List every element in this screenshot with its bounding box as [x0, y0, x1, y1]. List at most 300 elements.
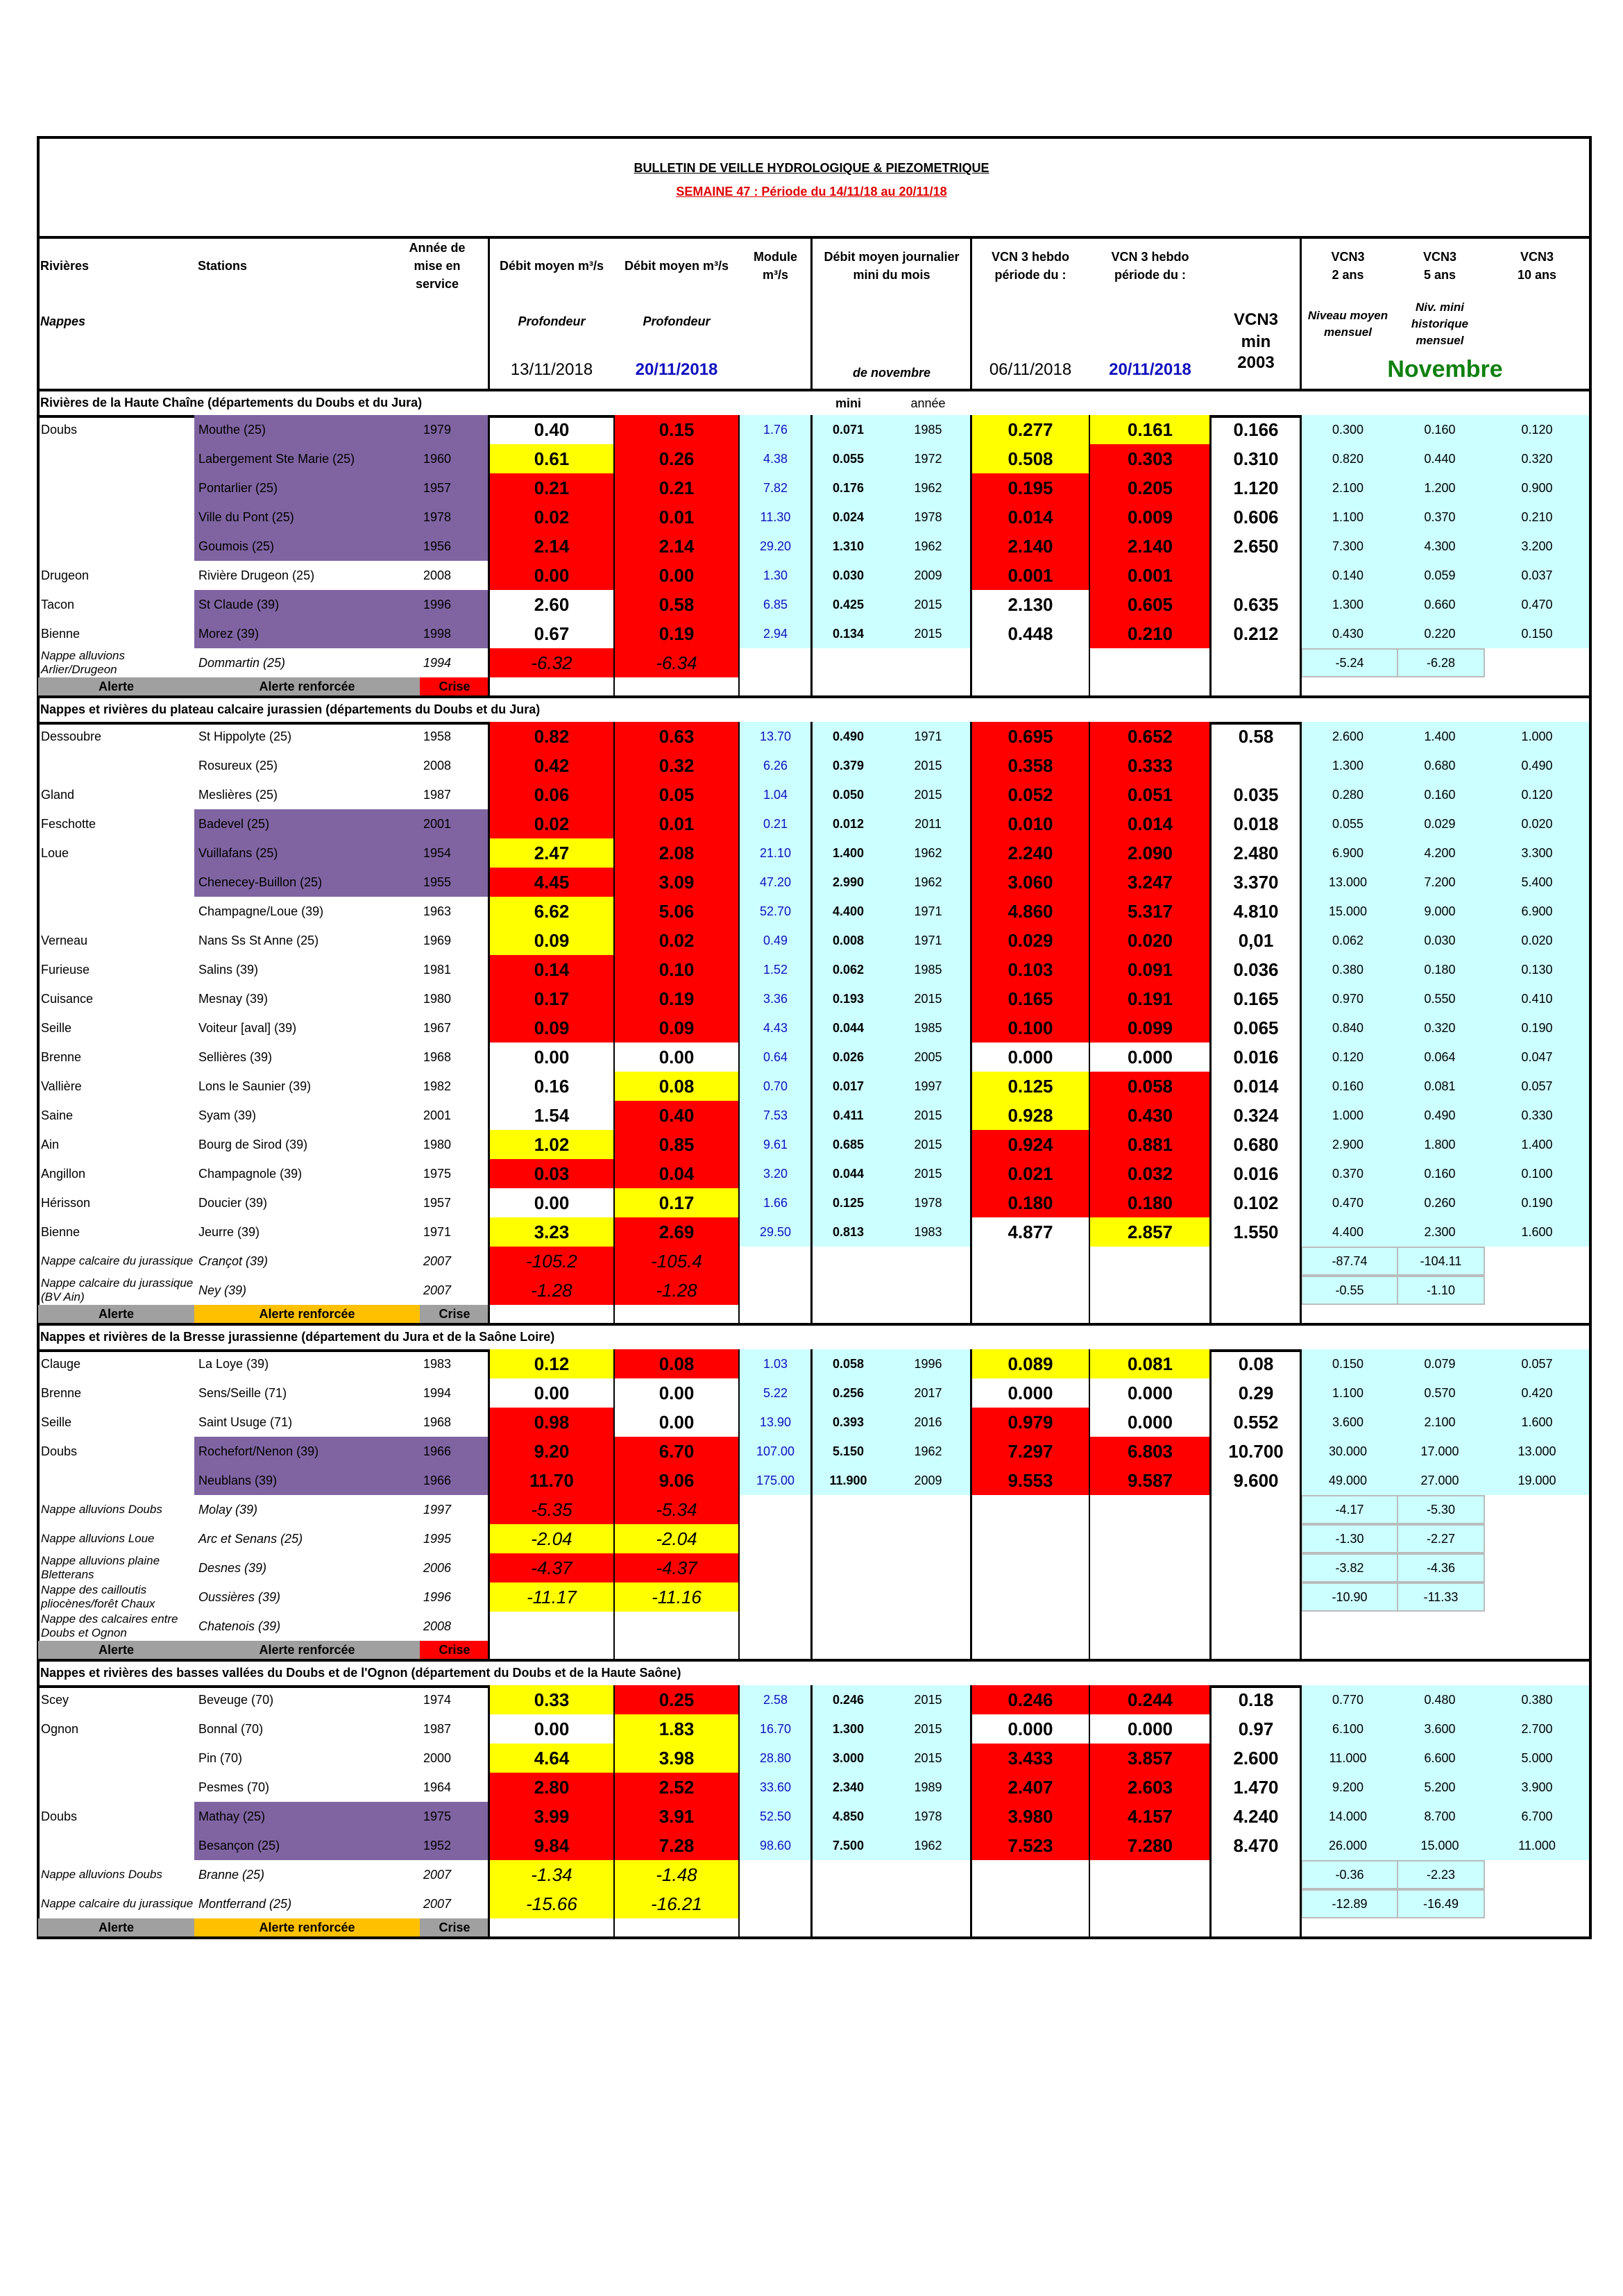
header-vcnmin-3: 2003 — [1237, 353, 1275, 372]
column-line — [1300, 1685, 1302, 1936]
river-name: Seille — [41, 1415, 72, 1429]
nappe-name: Nappe des calcaires entre Doubs et Ognon — [41, 1612, 178, 1639]
mini-value: 0.193 — [812, 984, 885, 1013]
vcn3-5ans: 6.600 — [1395, 1744, 1485, 1773]
vcn3-min-2003: 0.165 — [1233, 988, 1279, 1009]
service-year: 1998 — [423, 626, 452, 641]
vcn3-current: 0.430 — [1089, 1101, 1211, 1130]
debit-current: 0.58 — [614, 590, 739, 619]
service-year: 1996 — [423, 597, 452, 611]
vcn3-5ans: 15.000 — [1395, 1831, 1485, 1860]
station-name: Doucier (39) — [198, 1195, 268, 1210]
vcn3-10ans: 0.057 — [1485, 1349, 1589, 1378]
vcn3-previous: 0.180 — [971, 1188, 1089, 1217]
niveau-mini-historique: -16.49 — [1397, 1889, 1485, 1918]
service-year: 2008 — [423, 758, 452, 773]
header-vcn-a-1: VCN 3 hebdo — [991, 250, 1069, 264]
mini-year: 2015 — [885, 1685, 971, 1714]
section-title: Nappes et rivières des basses vallées du Doubs et de l'Ognon (département du Doubs et de la Haute Saône) — [40, 1666, 681, 1680]
vcn3-previous: 3.980 — [971, 1802, 1089, 1831]
legend-crise: Crise — [420, 1918, 489, 1936]
vcn3-5ans: 9.000 — [1395, 897, 1485, 926]
service-year: 2001 — [423, 1108, 452, 1122]
station-name: Mesnay (39) — [198, 991, 269, 1006]
vcn3-10ans: 5.400 — [1485, 868, 1589, 897]
column-line — [810, 415, 813, 695]
service-year: 1982 — [423, 1079, 452, 1093]
station-name: Lons le Saunier (39) — [198, 1079, 312, 1093]
niveau-mini-historique: -4.36 — [1397, 1553, 1485, 1582]
service-year: 1980 — [423, 1137, 452, 1151]
table-row — [38, 1685, 1589, 1714]
river-name: Bienne — [41, 1224, 80, 1239]
vcn3-current: 0.244 — [1089, 1685, 1211, 1714]
debit-previous: 0.42 — [489, 751, 614, 780]
service-year: 1974 — [423, 1692, 452, 1707]
debit-previous: 2.80 — [489, 1773, 614, 1802]
vcn3-5ans: 0.490 — [1395, 1101, 1485, 1130]
table-row — [38, 984, 1589, 1013]
column-line — [1209, 1685, 1212, 1936]
mini-year: 1971 — [885, 926, 971, 955]
debit-current: 2.69 — [614, 1217, 739, 1247]
nappe-row — [38, 1612, 1589, 1641]
debit-previous: 3.23 — [489, 1217, 614, 1247]
mini-value: 0.012 — [812, 809, 885, 838]
table-row — [38, 473, 1589, 503]
niveau-moyen-mensuel: -3.82 — [1301, 1553, 1398, 1582]
vcn3-5ans: 0.059 — [1395, 561, 1485, 590]
legend-crise: Crise — [420, 1641, 489, 1659]
table-row — [38, 1217, 1589, 1247]
vcn3-min-2003: 0.016 — [1233, 1163, 1279, 1184]
column-line — [1089, 415, 1090, 695]
header-divider — [38, 236, 1590, 239]
vcn3-current: 0.161 — [1089, 415, 1211, 444]
vcn3-2ans: 1.300 — [1301, 590, 1395, 619]
station-name: Rochefort/Nenon (39) — [198, 1444, 319, 1458]
vcn3-min-2003: 8.470 — [1233, 1834, 1279, 1856]
vcn3-current: 0.000 — [1127, 1411, 1173, 1433]
mini-year: 2015 — [885, 1744, 971, 1773]
vcn3-previous: 0.000 — [1008, 1718, 1053, 1739]
mini-year: 1997 — [885, 1072, 971, 1101]
station-name: Saint Usuge (71) — [198, 1415, 293, 1429]
debit-previous: 0.12 — [489, 1349, 614, 1378]
vcn3-min-2003: 2.650 — [1233, 535, 1279, 557]
station-name: Syam (39) — [198, 1108, 257, 1122]
vcn3-min-2003 — [1211, 751, 1301, 780]
niveau-moyen-mensuel: -0.55 — [1301, 1276, 1398, 1305]
vcn3-5ans: 0.220 — [1395, 619, 1485, 648]
mini-value: 0.017 — [812, 1072, 885, 1101]
depth-current: -11.16 — [614, 1582, 739, 1612]
river-name — [38, 532, 194, 561]
nappe-name: Nappe alluvions Arlier/Drugeon — [41, 649, 125, 676]
debit-current: 0.15 — [614, 415, 739, 444]
vcn3-min-2003: 0.035 — [1233, 784, 1279, 805]
vcn3-previous: 0.924 — [971, 1130, 1089, 1159]
table-row — [38, 1188, 1589, 1217]
debit-current: 1.83 — [614, 1714, 739, 1744]
service-year: 1983 — [423, 1356, 452, 1371]
mini-year: 1978 — [885, 1188, 971, 1217]
vcn3-previous: 7.523 — [971, 1831, 1089, 1860]
vcn3-previous: 0.695 — [971, 722, 1089, 751]
debit-current: 3.09 — [614, 868, 739, 897]
legend-row — [38, 1641, 1589, 1659]
station-name: Beveuge (70) — [198, 1692, 274, 1707]
vcn3-min-2003: 0.016 — [1233, 1046, 1279, 1067]
service-year: 1968 — [423, 1415, 452, 1429]
debit-current: 3.91 — [614, 1802, 739, 1831]
mini-value: 0.055 — [812, 444, 885, 473]
vcn3-min-2003: 0.065 — [1233, 1017, 1279, 1038]
column-line — [810, 1685, 813, 1936]
vcn3-2ans: 1.000 — [1301, 1101, 1395, 1130]
vcn3-min-2003: 0.166 — [1233, 419, 1279, 440]
vcn3-10ans: 0.900 — [1485, 473, 1589, 503]
river-name: Gland — [41, 787, 75, 802]
mini-value: 0.256 — [812, 1378, 885, 1408]
mini-year: 2017 — [885, 1378, 971, 1408]
debit-previous: 4.64 — [489, 1744, 614, 1773]
column-line — [810, 1349, 813, 1659]
nappe-row — [38, 1860, 1589, 1889]
nappe-row — [38, 1276, 1589, 1305]
header-vcn3-10ans-1: VCN3 — [1520, 250, 1554, 264]
module-value: 47.20 — [739, 868, 812, 897]
header-date-2: 20/11/2018 — [635, 360, 718, 379]
mini-year: 2005 — [885, 1043, 971, 1072]
header-module-1: Module — [754, 250, 797, 264]
table-row — [38, 1714, 1589, 1744]
vcn3-5ans: 0.660 — [1395, 590, 1485, 619]
vcn3-2ans: 6.900 — [1301, 838, 1395, 868]
mini-year: 1972 — [885, 444, 971, 473]
service-year: 1966 — [423, 1444, 452, 1458]
header-debit-1: Débit moyen m³/s — [499, 259, 604, 273]
vcn3-current: 4.157 — [1089, 1802, 1211, 1831]
debit-previous: 0.21 — [489, 473, 614, 503]
debit-current: 0.09 — [614, 1013, 739, 1043]
service-year: 1997 — [423, 1502, 452, 1517]
column-line — [1089, 722, 1090, 1323]
mini-year: 1962 — [885, 473, 971, 503]
vcn3-5ans: 0.570 — [1395, 1378, 1485, 1408]
vcn3-10ans: 0.120 — [1485, 780, 1589, 809]
mini-year: 1962 — [885, 1831, 971, 1860]
table-row — [38, 926, 1589, 955]
station-name: Pin (70) — [198, 1750, 243, 1765]
vcn3-10ans: 6.700 — [1485, 1802, 1589, 1831]
debit-current: 0.01 — [614, 809, 739, 838]
vcn3-previous: 4.877 — [1008, 1221, 1053, 1242]
mini-value: 0.044 — [812, 1013, 885, 1043]
mini-value: 0.030 — [812, 561, 885, 590]
nappe-name: Nappe alluvions Doubs — [41, 1503, 162, 1516]
vcn3-previous: 0.928 — [971, 1101, 1089, 1130]
debit-current: 2.08 — [614, 838, 739, 868]
station-name: Champagnole (39) — [198, 1166, 303, 1181]
depth-previous: -15.66 — [489, 1889, 614, 1918]
debit-previous: 9.20 — [489, 1437, 614, 1466]
table-row — [38, 415, 1589, 444]
debit-previous: 0.02 — [489, 503, 614, 532]
service-year: 1956 — [423, 539, 452, 553]
column-line — [1089, 1349, 1090, 1659]
vcn3-previous: 2.140 — [971, 532, 1089, 561]
debit-previous: 2.60 — [534, 593, 570, 615]
service-year: 2007 — [423, 1283, 452, 1297]
debit-previous: 0.09 — [489, 926, 614, 955]
column-line — [1209, 722, 1212, 1323]
depth-previous: -105.2 — [489, 1247, 614, 1276]
debit-current: 0.21 — [614, 473, 739, 503]
depth-previous: -1.34 — [489, 1860, 614, 1889]
vcn3-5ans: 8.700 — [1395, 1802, 1485, 1831]
mini-value: 4.850 — [812, 1802, 885, 1831]
column-line — [738, 1349, 740, 1659]
debit-current: 7.28 — [614, 1831, 739, 1860]
vcn3-10ans: 0.120 — [1485, 415, 1589, 444]
mini-value: 0.379 — [812, 751, 885, 780]
vcn3-previous: 9.553 — [971, 1466, 1089, 1495]
debit-previous: 3.99 — [489, 1802, 614, 1831]
service-year: 1978 — [423, 509, 452, 524]
mini-value: 0.246 — [812, 1685, 885, 1714]
service-year: 1957 — [423, 1195, 452, 1210]
vcn3-current: 6.803 — [1089, 1437, 1211, 1466]
station-name: Montferrand (25) — [198, 1896, 292, 1911]
module-value: 0.21 — [739, 809, 812, 838]
table-row — [38, 1349, 1589, 1378]
table-row — [38, 722, 1589, 751]
vcn3-10ans: 1.600 — [1485, 1408, 1589, 1437]
mini-year: 2015 — [885, 984, 971, 1013]
vcn3-previous: 0.000 — [1008, 1046, 1053, 1067]
table-row — [38, 1159, 1589, 1188]
column-line — [613, 1349, 615, 1659]
vcn3-current: 0.303 — [1089, 444, 1211, 473]
station-name: Rivière Drugeon (25) — [198, 568, 315, 582]
service-year: 2007 — [423, 1253, 452, 1268]
river-name: Hérisson — [41, 1195, 91, 1210]
debit-previous: 9.84 — [489, 1831, 614, 1860]
vcn3-current: 0.000 — [1127, 1382, 1173, 1403]
station-name: Bourg de Sirod (39) — [198, 1137, 308, 1151]
station-name: Badevel (25) — [198, 816, 270, 831]
nappe-row — [38, 1495, 1589, 1524]
vcn3-current: 0.081 — [1089, 1349, 1211, 1378]
niveau-moyen-mensuel: -10.90 — [1301, 1582, 1398, 1612]
vcn3-10ans: 0.490 — [1485, 751, 1589, 780]
header-rivieres: Rivières — [40, 259, 90, 273]
column-line — [1300, 1349, 1302, 1659]
mini-year: 1985 — [885, 415, 971, 444]
service-year: 1964 — [423, 1780, 452, 1794]
vcn3-current: 0.180 — [1089, 1188, 1211, 1217]
niveau-mini-historique: -1.10 — [1397, 1276, 1485, 1305]
niveau-moyen-mensuel: -1.30 — [1301, 1524, 1398, 1553]
legend-row — [38, 1918, 1589, 1936]
module-value: 4.38 — [739, 444, 812, 473]
section-title: Nappes et rivières de la Bresse jurassienne (département du Jura et de la Saône Loire) — [40, 1330, 555, 1344]
module-value: 107.00 — [739, 1437, 812, 1466]
mini-year: 1962 — [885, 868, 971, 897]
mini-value: 0.062 — [812, 955, 885, 984]
station-name: Salins (39) — [198, 962, 259, 977]
mini-value: 0.026 — [812, 1043, 885, 1072]
header-niv-mini-3: mensuel — [1416, 334, 1464, 347]
header-debit-2: Débit moyen m³/s — [624, 259, 729, 273]
vcn3-2ans: 2.900 — [1301, 1130, 1395, 1159]
vcn3-min-2003: 0.018 — [1233, 813, 1279, 834]
table-row — [38, 503, 1589, 532]
legend-alerte: Alerte — [38, 1305, 194, 1323]
river-name — [38, 1773, 194, 1802]
mini-value: 0.125 — [812, 1188, 885, 1217]
station-name: Ville du Pont (25) — [198, 509, 294, 524]
module-value: 1.76 — [739, 415, 812, 444]
debit-previous: 6.62 — [489, 897, 614, 926]
header-vcn3-5ans-1: VCN3 — [1422, 250, 1456, 264]
mini-value: 1.310 — [812, 532, 885, 561]
nappe-name: Nappe des cailloutis pliocènes/forêt Chaux — [41, 1583, 155, 1610]
table-row — [38, 1013, 1589, 1043]
vcn3-5ans: 4.200 — [1395, 838, 1485, 868]
vcn3-5ans: 3.600 — [1395, 1714, 1485, 1744]
vcn3-current: 7.280 — [1089, 1831, 1211, 1860]
debit-current: 9.06 — [614, 1466, 739, 1495]
river-name: Brenne — [41, 1049, 82, 1064]
column-line — [1089, 1685, 1090, 1936]
header-djmin-1: Débit moyen journalier — [824, 250, 960, 264]
vcn3-previous: 0.052 — [971, 780, 1089, 809]
mini-value: 0.393 — [812, 1408, 885, 1437]
header-djmin-2: mini du mois — [853, 268, 931, 282]
vcn3-5ans: 0.160 — [1395, 415, 1485, 444]
mini-year: 1978 — [885, 503, 971, 532]
depth-current: -1.28 — [614, 1276, 739, 1305]
column-line — [613, 722, 615, 1323]
vcn3-2ans: 0.840 — [1301, 1013, 1395, 1043]
debit-current: 0.26 — [614, 444, 739, 473]
header-divider-line — [1300, 239, 1302, 389]
vcn3-10ans: 19.000 — [1485, 1466, 1589, 1495]
depth-current: -105.4 — [614, 1247, 739, 1276]
vcn3-previous: 2.240 — [971, 838, 1089, 868]
mini-year: 1978 — [885, 1802, 971, 1831]
bulletin-subtitle: SEMAINE 47 : Période du 14/11/18 au 20/11/18 — [676, 185, 947, 199]
river-name: Verneau — [41, 933, 88, 947]
vcn3-2ans: 13.000 — [1301, 868, 1395, 897]
debit-previous: 0.00 — [489, 561, 614, 590]
vcn3-previous: 0.100 — [971, 1013, 1089, 1043]
vcn3-5ans: 2.100 — [1395, 1408, 1485, 1437]
vcn3-current: 0.333 — [1089, 751, 1211, 780]
station-name: Goumois (25) — [198, 539, 275, 553]
river-name: Angillon — [41, 1166, 86, 1181]
debit-previous: 0.02 — [489, 809, 614, 838]
vcn3-10ans: 3.300 — [1485, 838, 1589, 868]
header-niv-mini-1: Niv. mini — [1416, 301, 1464, 314]
vcn3-previous: 2.407 — [971, 1773, 1089, 1802]
vcn3-5ans: 1.200 — [1395, 473, 1485, 503]
module-value: 2.94 — [739, 619, 812, 648]
vcn3-2ans: 2.100 — [1301, 473, 1395, 503]
river-name: Drugeon — [41, 568, 90, 582]
vcn3-10ans: 0.210 — [1485, 503, 1589, 532]
vcn3-previous: 3.060 — [971, 868, 1089, 897]
debit-previous: 2.14 — [489, 532, 614, 561]
mini-year: 2015 — [885, 590, 971, 619]
service-year: 1963 — [423, 904, 452, 918]
header-profondeur-1: Profondeur — [518, 314, 586, 328]
debit-current: 5.06 — [614, 897, 739, 926]
vcn3-2ans: 6.100 — [1301, 1714, 1395, 1744]
vcn3-min-2003 — [1211, 561, 1301, 590]
vcn3-min-2003: 0.97 — [1238, 1718, 1274, 1739]
legend-alerte-renforcee: Alerte renforcée — [194, 1918, 420, 1936]
vcn3-current: 9.587 — [1089, 1466, 1211, 1495]
service-year: 1980 — [423, 991, 452, 1006]
table-row — [38, 1831, 1589, 1860]
niveau-moyen-mensuel: -5.24 — [1301, 648, 1398, 677]
vcn3-min-2003: 0.18 — [1238, 1689, 1274, 1710]
legend-alerte-renforcee: Alerte renforcée — [194, 677, 420, 695]
module-value: 98.60 — [739, 1831, 812, 1860]
debit-current: 0.00 — [658, 1382, 695, 1403]
column-line — [488, 415, 490, 695]
module-value: 0.49 — [739, 926, 812, 955]
header-vcn-b-1: VCN 3 hebdo — [1111, 250, 1189, 264]
vcn3-2ans: 0.430 — [1301, 619, 1395, 648]
vcn3-5ans: 7.200 — [1395, 868, 1485, 897]
vcn3-5ans: 0.064 — [1395, 1043, 1485, 1072]
vcn3-2ans: 0.160 — [1301, 1072, 1395, 1101]
service-year: 1966 — [423, 1473, 452, 1487]
river-name: Ognon — [41, 1721, 79, 1736]
service-year: 1971 — [423, 1224, 452, 1239]
debit-current: 0.25 — [614, 1685, 739, 1714]
column-line — [970, 722, 972, 1323]
vcn3-10ans: 0.100 — [1485, 1159, 1589, 1188]
header-vcn3-2ans-2: 2 ans — [1332, 268, 1364, 282]
vcn3-min-2003: 0.036 — [1233, 959, 1279, 980]
vcn3-current: 0.032 — [1089, 1159, 1211, 1188]
legend-row — [38, 1305, 1589, 1323]
table-row — [38, 561, 1589, 590]
module-value: 0.64 — [739, 1043, 812, 1072]
service-year: 1969 — [423, 933, 452, 947]
vcn3-2ans: 1.100 — [1301, 503, 1395, 532]
module-value: 3.36 — [739, 984, 812, 1013]
debit-previous: 0.98 — [489, 1408, 614, 1437]
depth-current: -5.34 — [614, 1495, 739, 1524]
niveau-mini-historique: -104.11 — [1397, 1247, 1485, 1276]
vcn3-2ans: 2.600 — [1301, 722, 1395, 751]
column-line — [810, 722, 813, 1323]
vcn3-min-2003: 1.120 — [1233, 477, 1279, 498]
module-value: 7.82 — [739, 473, 812, 503]
header-divider-line — [810, 239, 813, 389]
vcn3-5ans: 0.180 — [1395, 955, 1485, 984]
table-row — [38, 1043, 1589, 1072]
debit-previous: 11.70 — [489, 1466, 614, 1495]
station-name: Sens/Seille (71) — [198, 1385, 287, 1400]
table-row — [38, 1408, 1589, 1437]
